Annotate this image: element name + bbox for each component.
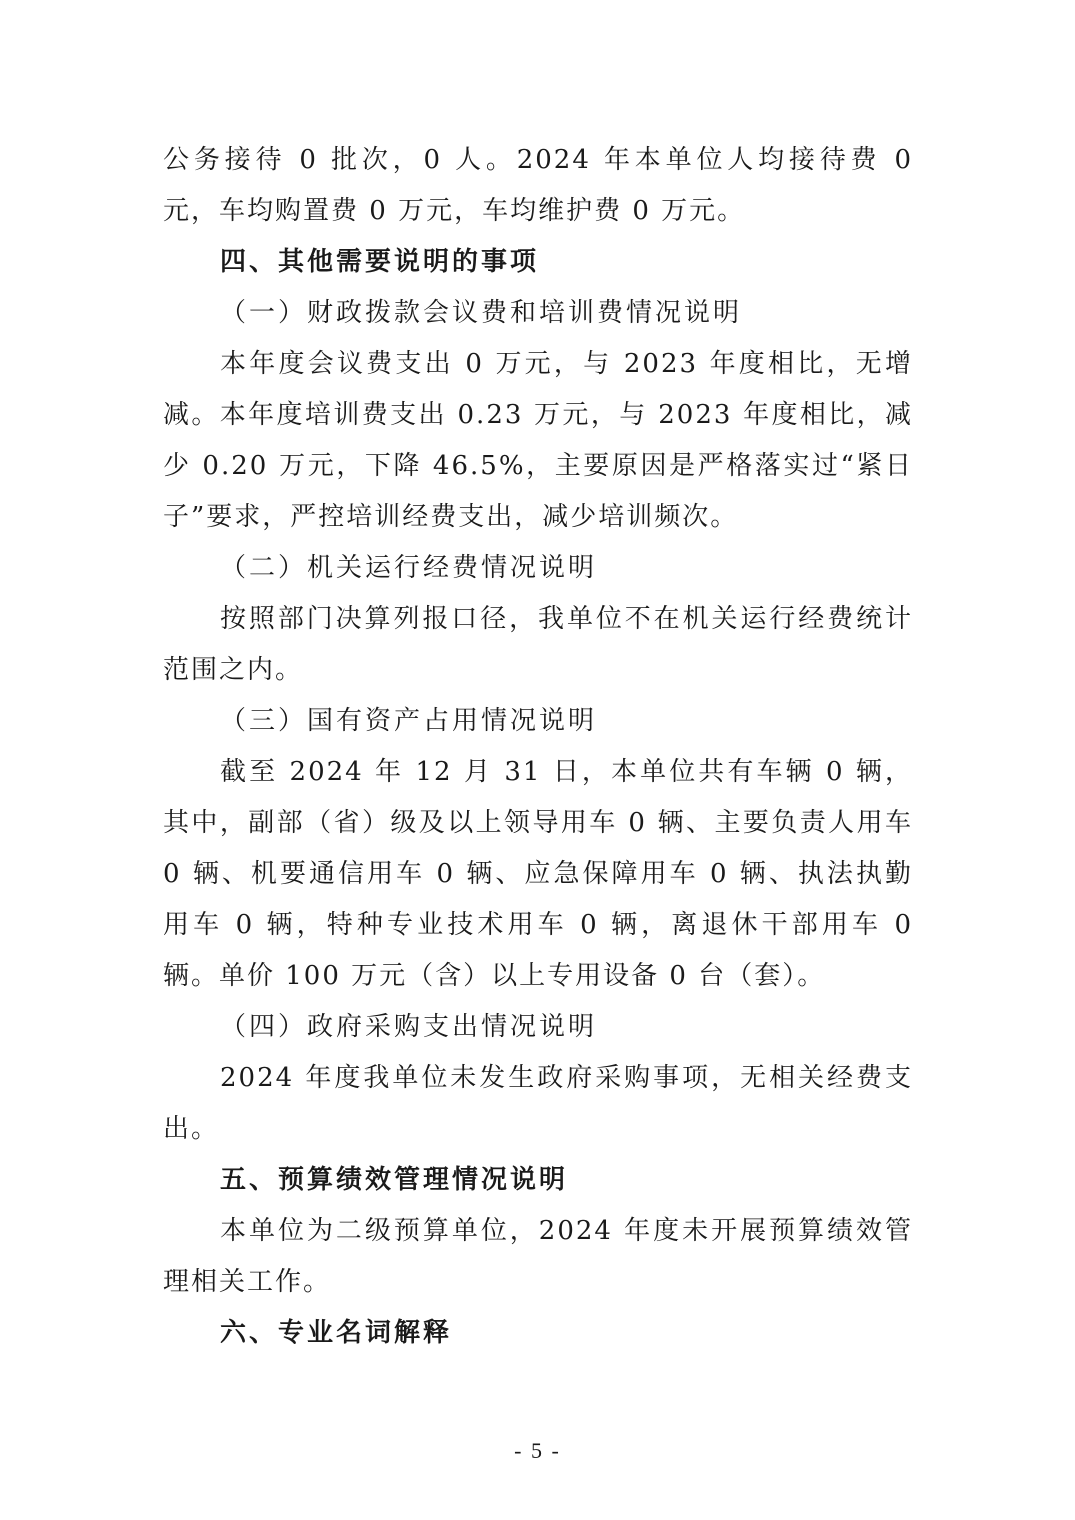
subheading-state-assets: （三）国有资产占用情况说明: [220, 706, 598, 736]
document-page: [163, 135, 913, 1359]
page-number: - 5 -: [514, 1438, 561, 1463]
subheading-operating-expenses: （二）机关运行经费情况说明: [220, 553, 598, 583]
paragraph-performance-management: 本单位为二级预算单位，2024 年度未开展预算绩效管理相关工作。: [163, 1216, 913, 1297]
paragraph-operating-expenses: 按照部门决算列报口径，我单位不在机关运行经费统计范围之内。: [163, 604, 913, 685]
section-heading-other-matters: 四、其他需要说明的事项: [220, 247, 540, 277]
paragraph-government-procurement: 2024 年度我单位未发生政府采购事项，无相关经费支出。: [163, 1063, 913, 1144]
section-heading-performance-management: 五、预算绩效管理情况说明: [220, 1165, 569, 1195]
subheading-government-procurement: （四）政府采购支出情况说明: [220, 1012, 598, 1042]
section-heading-glossary: 六、专业名词解释: [220, 1318, 453, 1348]
paragraph-state-assets: 截至 2024 年 12 月 31 日，本单位共有车辆 0 辆，其中，副部（省）级及以上领导用车 0 辆、主要负责人用车 0 辆、机要通信用车 0 辆、应急保障用车 0 辆、执法执勤用车 0 辆，特种专业技术用车 0 辆，离退休干部用车 0 辆。单价 100 万元（含）以上专用设备 0 台（套）。: [163, 757, 913, 991]
paragraph-meeting-training-fees: 本年度会议费支出 0 万元，与 2023 年度相比，无增减。本年度培训费支出 0.23 万元，与 2023 年度相比，减少 0.20 万元，下降 46.5%，主要原因是严格落实过“紧日子”要求，严控培训经费支出，减少培训频次。: [163, 349, 913, 532]
paragraph-reception-summary: 公务接待 0 批次，0 人。2024 年本单位人均接待费 0 元，车均购置费 0 万元，车均维护费 0 万元。: [163, 145, 913, 226]
subheading-meeting-training-fees: （一）财政拨款会议费和培训费情况说明: [220, 298, 743, 328]
